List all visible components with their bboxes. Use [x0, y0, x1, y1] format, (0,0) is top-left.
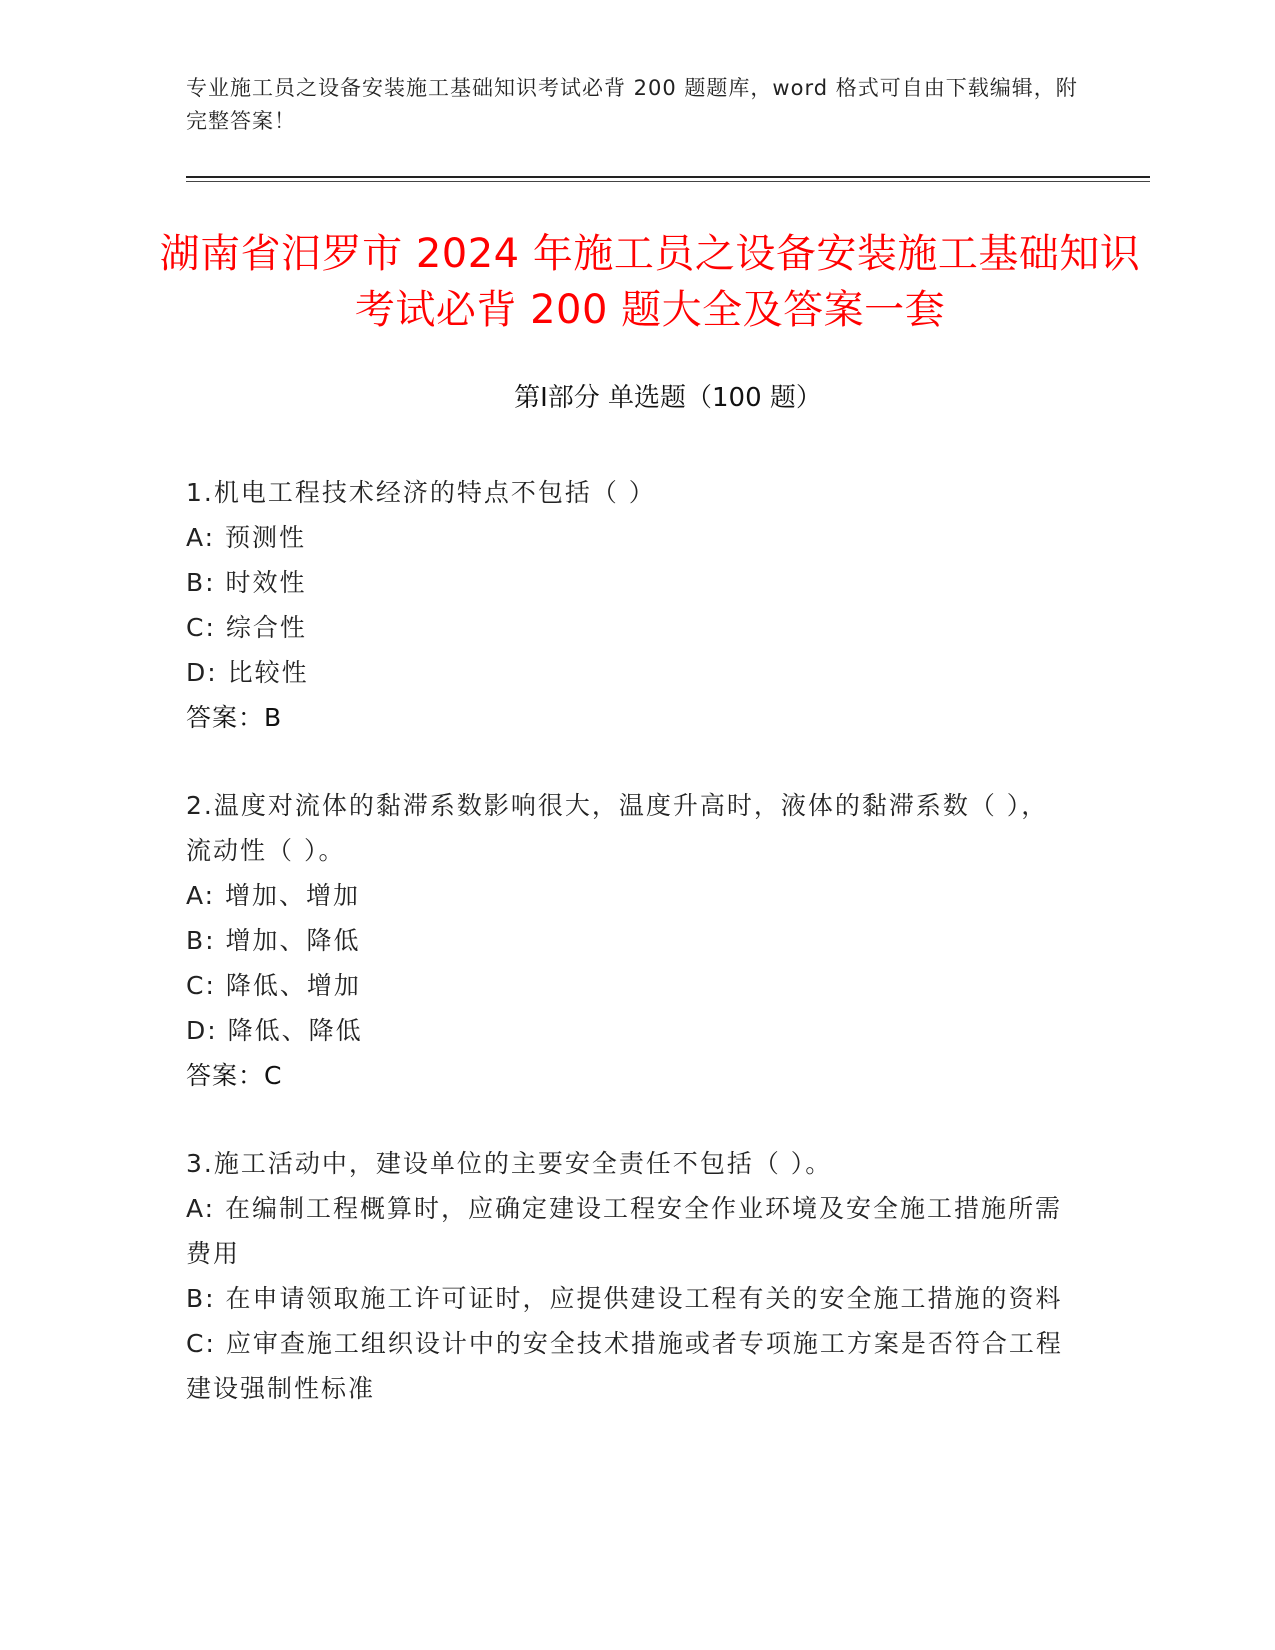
question-stem: 2.温度对流体的黏滞系数影响很大，温度升高时，液体的黏滞系数（ ），流动性（ ）。: [186, 791, 1049, 865]
option-d: D: 降低、降低: [186, 1016, 363, 1045]
option-c: C: 应审查施工组织设计中的安全技术措施或者专项施工方案是否符合工程建设强制性标准: [186, 1329, 1063, 1403]
option-a: A: 在编制工程概算时，应确定建设工程安全作业环境及安全施工措施所需费用: [186, 1194, 1063, 1268]
question-3: [186, 1141, 1066, 1411]
question-stem: 1.机电工程技术经济的特点不包括（ ）: [186, 478, 656, 507]
header-divider-thin: [186, 181, 1150, 182]
option-a: A: 增加、增加: [186, 881, 361, 910]
header-divider-thick: [186, 176, 1150, 178]
option-c: C: 降低、增加: [186, 971, 361, 1000]
document-title: 湖南省汨罗市 2024 年施工员之设备安装施工基础知识考试必背 200 题大全及答案一套: [159, 231, 1141, 333]
section-title: 第Ⅰ部分 单选题（100 题）: [514, 383, 822, 413]
question-1: [186, 470, 1066, 740]
question-stem: 3.施工活动中，建设单位的主要安全责任不包括（ ）。: [186, 1149, 833, 1178]
option-b: B: 增加、降低: [186, 926, 361, 955]
header-note: 专业施工员之设备安装施工基础知识考试必背 200 题题库，word 格式可自由下载编辑，附完整答案！: [186, 76, 1078, 133]
question-2: [186, 783, 1066, 1098]
answer: 答案：B: [186, 703, 283, 732]
option-b: B: 时效性: [186, 568, 307, 597]
option-d: D: 比较性: [186, 658, 309, 687]
option-c: C: 综合性: [186, 613, 307, 642]
option-a: A: 预测性: [186, 523, 307, 552]
question-list: [186, 470, 1066, 1454]
option-b: B: 在申请领取施工许可证时，应提供建设工程有关的安全施工措施的资料: [186, 1284, 1063, 1313]
answer: 答案：C: [186, 1061, 283, 1090]
